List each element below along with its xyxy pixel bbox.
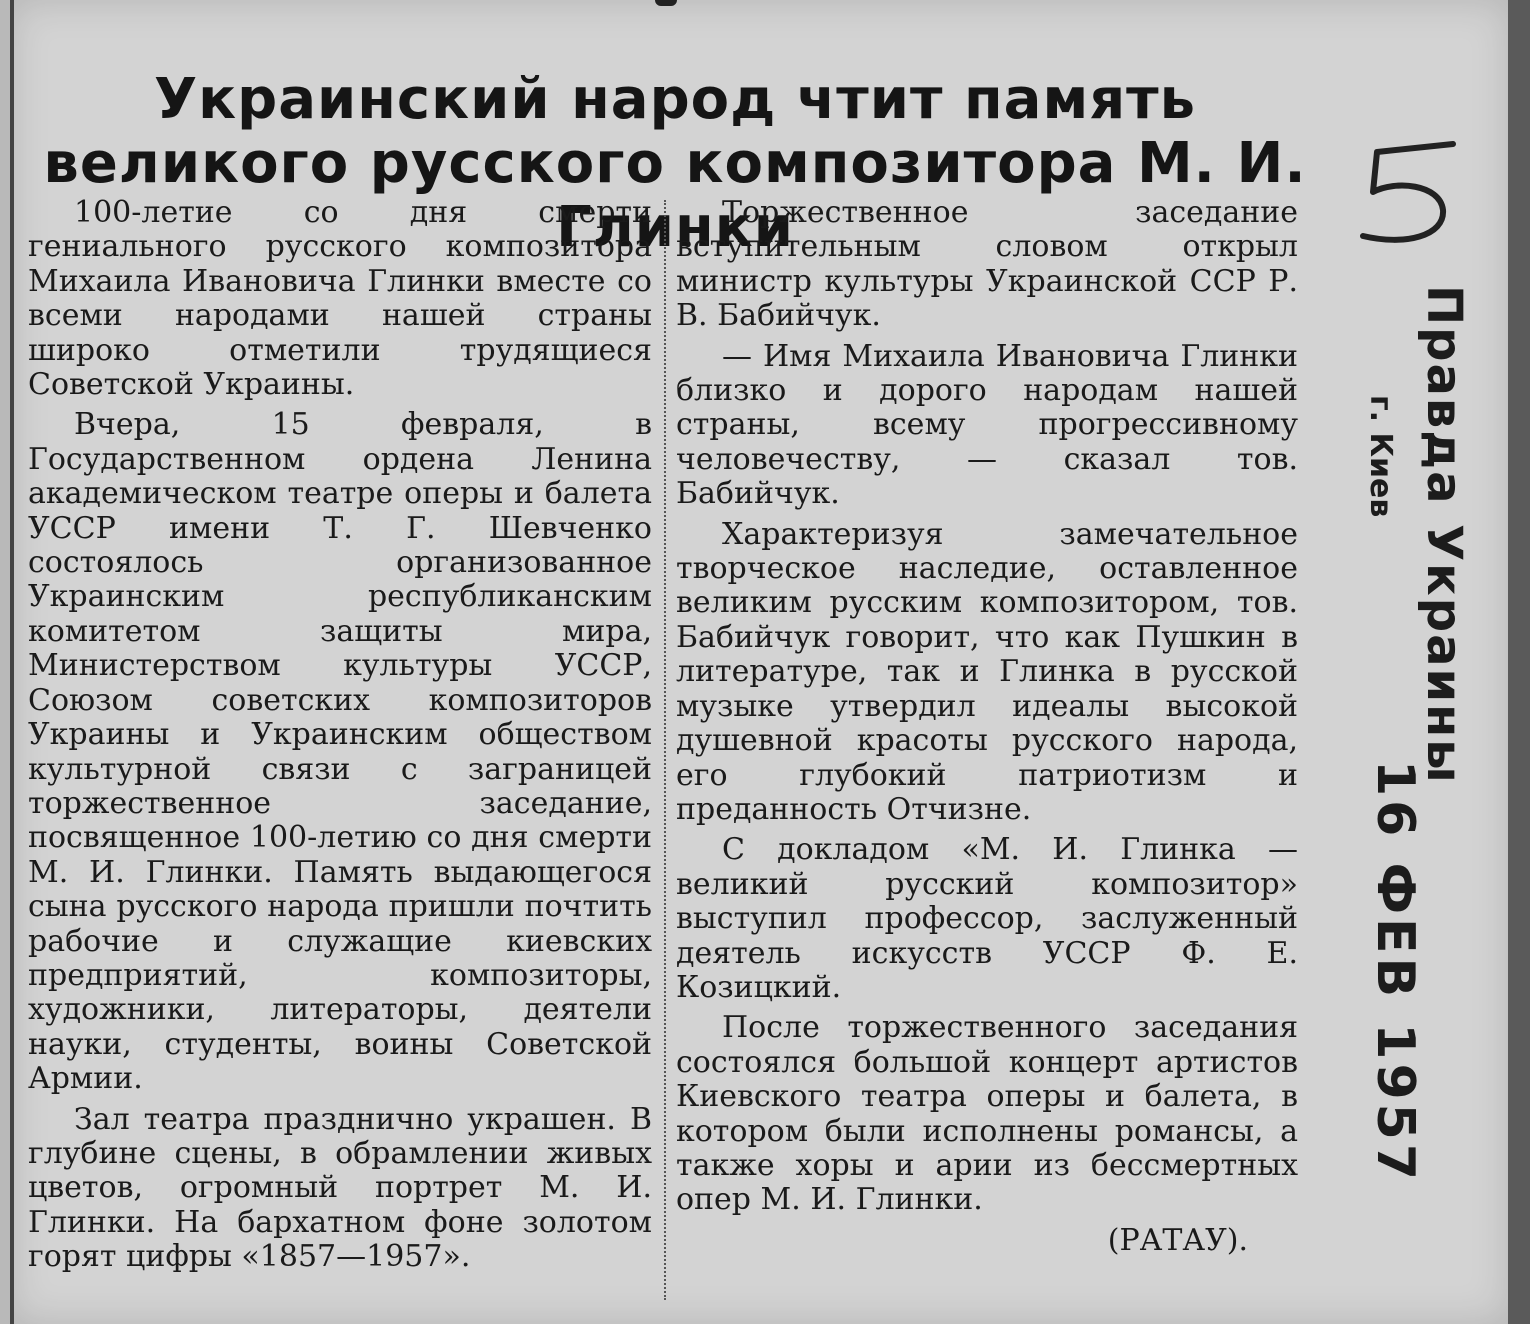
stamp-city: г. Киев	[1363, 395, 1398, 518]
article-paragraph: Зал театра празднично украшен. В глубине сцены, в обрамлении живых цветов, огромный портрет М. И. Глинки. На бархатном фоне золотом горят цифры «1857—1957».	[28, 1101, 652, 1275]
article-headline: Украинский народ чтит память великого русского композитора М. И. Глинки	[43, 66, 1307, 260]
handwritten-number-annotation	[1355, 140, 1465, 250]
article-paragraph: — Имя Михаила Ивановича Глинки близко и дорого народам нашей страны, всему прогрессивному человечеству, — сказал тов. Бабийчук.	[676, 338, 1298, 512]
article-paragraph: После торжественного заседания состоялся большой концерт артистов Киевского театра оперы и балета, в котором были исполнены романсы, а также хоры и арии из бессмертных опер М. И. Глинки.	[676, 1010, 1298, 1218]
article-right-column	[676, 196, 1298, 1264]
clipping-left-edge	[10, 0, 14, 1324]
stamp-newspaper-name: Правда Украины	[1416, 285, 1472, 785]
stamp-date: 16 ФЕВ 1957	[1365, 760, 1425, 1185]
article-paragraph: 100-летие со дня смерти гениального русского композитора Михаила Ивановича Глинки вместе со всеми народами нашей страны широко отметили трудящиеся Советской Украины.	[28, 195, 652, 403]
article-paragraph: Вчера, 15 февраля, в Государственном ордена Ленина академическом театре оперы и балета УССР имени Т. Г. Шевченко состоялось организованное Украинским республиканским комитетом защиты мира, Министерством культуры УССР, Союзом советских композиторов Украины и Украинским обществом культурной связи с заграницей торжественное заседание, посвященное 100-летию со дня смерти М. И. Глинки. Память выдающегося сына русского народа пришли почтить рабочие и служащие киевских предприятий, композиторы, художники, литераторы, деятели науки, студенты, воины Советской Армии.	[28, 407, 652, 1097]
article-paragraph: Торжественное заседание вступительным словом открыл министр культуры Украинской ССР Р. В. Бабийчук.	[676, 195, 1298, 334]
article-signature: (РАТАУ).	[1107, 1222, 1248, 1258]
article-left-column	[28, 196, 652, 1281]
column-divider	[664, 200, 667, 1300]
article-paragraph: С докладом «М. И. Глинка — великий русский композитор» выступил профессор, заслуженный деятель искусств УССР Ф. Е. Козицкий.	[676, 832, 1298, 1005]
scan-right-edge	[1508, 0, 1530, 1324]
binding-mark	[655, 0, 677, 6]
article-paragraph: Характеризуя замечательное творческое наследие, оставленное великим русским композитором, тов. Бабийчук говорит, что как Пушкин в литературе, так и Глинка в русской музыке утвердил идеалы высокой душевной красоты русского народа, его глубокий патриотизм и преданность Отчизне.	[676, 516, 1298, 827]
